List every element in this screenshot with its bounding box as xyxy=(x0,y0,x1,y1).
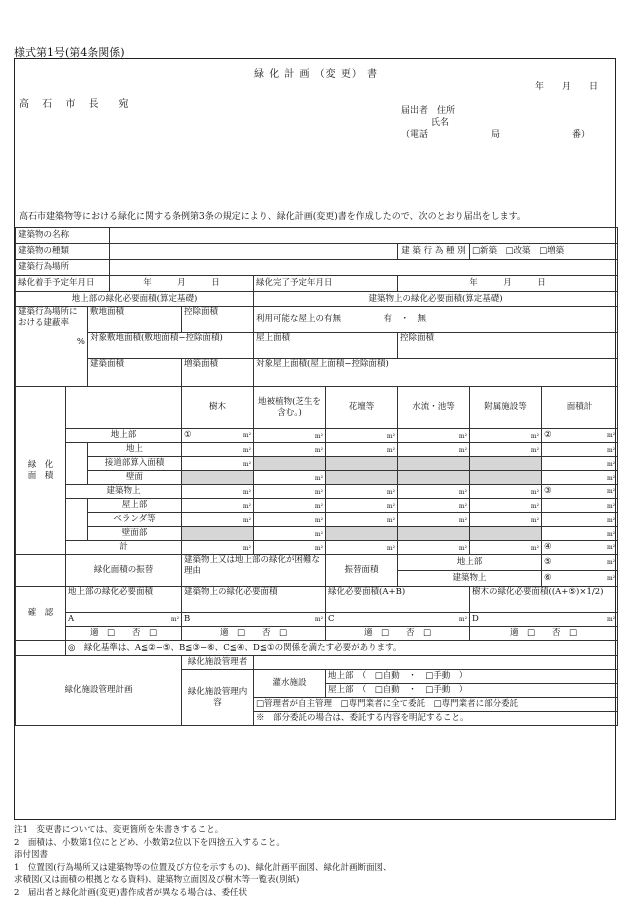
cell[interactable]: m² xyxy=(542,527,618,541)
cell[interactable]: m² xyxy=(182,457,254,471)
roof-area-header: 建築物上の緑化必要面積(算定基礎) xyxy=(254,292,618,307)
unit: m² xyxy=(606,616,616,623)
confirm-a-check[interactable]: 適 □ 否 □ xyxy=(66,627,182,641)
cell[interactable]: m² xyxy=(470,513,542,527)
roof-avail-label: 利用可能な屋上の有無 xyxy=(256,314,342,324)
building-name-field[interactable] xyxy=(110,228,618,244)
cell[interactable]: m² xyxy=(254,499,326,513)
form-title: 緑 化 計 画 （変 更） 書 xyxy=(253,69,379,80)
roof-deduct-label: 控除面積 xyxy=(400,333,435,343)
applicant-block xyxy=(401,105,590,141)
indent xyxy=(66,499,88,541)
cell[interactable]: m² xyxy=(182,443,254,457)
roof-avail-cell[interactable] xyxy=(254,307,618,333)
cell-building-sum[interactable] xyxy=(542,485,618,499)
col-trees: 樹木 xyxy=(182,387,254,429)
row-building-total: 建築物上 xyxy=(66,485,182,499)
coverage-label: 建築行為場所における建蔽率 xyxy=(18,307,78,328)
cell[interactable]: m² xyxy=(398,429,470,443)
row-veranda: ベランダ等 xyxy=(88,513,182,527)
mgmt-irrigation-label: 灌水施設 xyxy=(254,670,326,698)
shaded-cell xyxy=(470,471,542,485)
ground-area-header: 地上部の緑化必要面積(算定基礎) xyxy=(16,292,254,307)
coverage-percent: % xyxy=(76,337,85,347)
add-area-label: 増築面積 xyxy=(184,359,219,369)
transfer-area-label: 振替面積 xyxy=(326,555,398,587)
form-table xyxy=(15,227,618,726)
transfer-ground-value[interactable] xyxy=(542,555,618,571)
cell[interactable]: m² xyxy=(182,485,254,499)
bldg-area-label: 建築面積 xyxy=(90,359,125,369)
shaded-cell xyxy=(254,457,326,471)
cell[interactable]: m² xyxy=(542,471,618,485)
cell[interactable]: m² xyxy=(254,471,326,485)
end-date-field[interactable]: 年 月 日 xyxy=(398,276,618,292)
col-facility: 附属施設等 xyxy=(470,387,542,429)
cell[interactable]: m² xyxy=(398,443,470,457)
green-area-side-label: 緑 化 面 積 xyxy=(16,387,66,555)
green-header-blank xyxy=(66,387,182,429)
cell[interactable]: m² xyxy=(326,485,398,499)
cell[interactable]: m² xyxy=(398,499,470,513)
cell[interactable]: m² xyxy=(470,429,542,443)
cell-ground-sum[interactable] xyxy=(542,429,618,443)
roof-area-cell[interactable] xyxy=(254,333,398,359)
row-sum: 計 xyxy=(66,541,182,555)
cell[interactable]: m² xyxy=(182,541,254,555)
add-area-cell[interactable] xyxy=(182,359,254,387)
shaded-cell xyxy=(470,457,542,471)
unit: m² xyxy=(606,488,616,495)
mark-1: ① xyxy=(184,430,192,440)
note-2: 2 面積は、小数第1位にとどめ、小数第2位以下を四捨五入すること。 xyxy=(14,837,285,848)
confirm-c-value[interactable] xyxy=(326,613,470,627)
addressee: 高 石 市 長 宛 xyxy=(19,99,134,110)
unit: m² xyxy=(458,616,467,623)
cell[interactable]: m² xyxy=(398,513,470,527)
cell[interactable]: m² xyxy=(182,513,254,527)
mgmt-content-label: 緑化施設管理内容 xyxy=(182,670,254,726)
confirm-label: 確 認 xyxy=(16,587,66,641)
transfer-roof-label: 建築物上 xyxy=(398,571,542,587)
cell[interactable]: m² xyxy=(398,485,470,499)
unit: m² xyxy=(606,544,616,551)
confirm-d-check[interactable]: 適 □ 否 □ xyxy=(470,627,618,641)
site-area-label: 敷地面積 xyxy=(90,307,125,317)
act-type-options[interactable]: □新築 □改築 □増築 xyxy=(470,244,618,260)
col-total: 面積計 xyxy=(542,387,618,429)
cell[interactable]: m² xyxy=(254,443,326,457)
mark-2: ② xyxy=(544,430,552,440)
cell[interactable]: m² xyxy=(254,485,326,499)
applicant-name-label: 氏名 xyxy=(431,118,450,128)
col-water: 水流・池等 xyxy=(398,387,470,429)
applicant-address-label: 届出者 住所 xyxy=(401,106,456,116)
site-area-cell[interactable] xyxy=(88,307,182,333)
roof-deduct-cell[interactable] xyxy=(398,333,618,359)
row-wall-part: 壁面部 xyxy=(88,527,182,541)
shaded-cell xyxy=(398,471,470,485)
confirm-b-value[interactable] xyxy=(182,613,326,627)
mark-3: ③ xyxy=(544,486,552,496)
cell[interactable]: m² xyxy=(254,429,326,443)
shaded-cell xyxy=(326,527,398,541)
cell[interactable]: m² xyxy=(254,527,326,541)
cell-ground-trees[interactable] xyxy=(182,429,254,443)
cell[interactable]: m² xyxy=(326,429,398,443)
target-site-label: 対象敷地面積(敷地面積−控除面積) xyxy=(90,333,223,343)
label-d: D xyxy=(472,614,479,624)
shaded-cell xyxy=(182,471,254,485)
cell[interactable]: m² xyxy=(326,499,398,513)
unit: m² xyxy=(606,559,616,566)
cell[interactable]: m² xyxy=(542,457,618,471)
mgmt-options[interactable]: □管理者が自主管理 □専門業者に全て委託 □専門業者に部分委託 xyxy=(254,698,618,712)
transfer-roof-value[interactable] xyxy=(542,571,618,587)
mgmt-manager-label: 緑化施設管理者 xyxy=(182,656,254,670)
end-date-label: 緑化完了予定年月日 xyxy=(254,276,398,292)
notes xyxy=(14,824,392,899)
mark-6: ⑥ xyxy=(544,573,552,583)
start-date-field[interactable]: 年 月 日 xyxy=(110,276,254,292)
transfer-reason[interactable]: 建築物上又は地上部の緑化が困難な理由 xyxy=(182,555,326,587)
cell[interactable]: m² xyxy=(326,443,398,457)
row-frontage: 接道部算入面積 xyxy=(88,457,182,471)
criteria-text: ◎ 緑化基準は、A≦②−⑤、B≦③−⑥、C≦④、D≦①の関係を満たす必要があります。 xyxy=(66,641,618,656)
note-attach-1: 1 位置図(行為場所又は建築物等の位置及び方位を示すもの)、緑化計画平面図、緑化計画断面図、 xyxy=(14,862,392,873)
cell[interactable]: m² xyxy=(326,541,398,555)
coverage-label-cell xyxy=(16,307,88,387)
cell[interactable]: m² xyxy=(470,443,542,457)
mgmt-ground-irrigation[interactable]: 地上部 （ □自動 ・ □手動 ） xyxy=(326,670,618,684)
col-flowerbed: 花壇等 xyxy=(326,387,398,429)
mgmt-note: ※ 部分委託の場合は、委託する内容を明記すること。 xyxy=(254,712,618,726)
indent xyxy=(66,443,88,485)
cell[interactable]: m² xyxy=(470,541,542,555)
confirm-a-head: 地上部の緑化必要面積 xyxy=(66,587,182,613)
transfer-ground-label: 地上部 xyxy=(398,555,542,571)
mgmt-label: 緑化施設管理計画 xyxy=(16,656,182,726)
label-b: B xyxy=(184,614,191,624)
start-date-label: 緑化着手予定年月日 xyxy=(16,276,110,292)
confirm-c-check[interactable]: 適 □ 否 □ xyxy=(326,627,470,641)
bldg-area-cell[interactable] xyxy=(88,359,182,387)
cell[interactable]: m² xyxy=(542,443,618,457)
row-rooftop: 屋上部 xyxy=(88,499,182,513)
confirm-d-value[interactable] xyxy=(470,613,618,627)
unit: m² xyxy=(606,575,616,582)
unit: m² xyxy=(314,616,323,623)
cell[interactable]: m² xyxy=(542,513,618,527)
cell[interactable]: m² xyxy=(398,541,470,555)
intro-text: 高石市建築物等における緑化に関する条例第3条の規定により、緑化計画(変更)書を作成したので、次のとおり届出をします。 xyxy=(19,212,526,222)
deduct-area-cell[interactable] xyxy=(182,307,254,333)
confirm-c-head: 緑化必要面積(A+B) xyxy=(326,587,470,613)
label-c: C xyxy=(328,614,335,624)
form-sheet xyxy=(14,58,616,820)
note-attachments: 添付図書 xyxy=(14,850,49,860)
transfer-side-blank xyxy=(16,555,66,587)
transfer-label: 緑化面積の振替 xyxy=(66,555,182,587)
act-place-field[interactable] xyxy=(110,260,618,276)
act-place-label: 建築行為場所 xyxy=(16,260,110,276)
row-ground: 地上 xyxy=(88,443,182,457)
unit: m² xyxy=(606,432,616,439)
shaded-cell xyxy=(470,527,542,541)
mgmt-roof-irrigation[interactable]: 屋上部 （ □自動 ・ □手動 ） xyxy=(326,684,618,698)
cell[interactable]: m² xyxy=(326,513,398,527)
building-name-label: 建築物の名称 xyxy=(16,228,110,244)
shaded-cell xyxy=(398,527,470,541)
note-attach-2: 2 届出者と緑化計画(変更)書作成者が異なる場合は、委任状 xyxy=(14,887,248,898)
mgmt-manager-field[interactable] xyxy=(254,656,618,670)
target-roof-cell[interactable] xyxy=(254,359,618,387)
confirm-d-head: 樹木の緑化必要面積((A+⑤)×1/2) xyxy=(470,587,618,613)
roof-yesno[interactable]: 有 ・ 無 xyxy=(383,314,427,324)
shaded-cell xyxy=(182,527,254,541)
col-groundcover: 地被植物(芝生を含む。) xyxy=(254,387,326,429)
cell[interactable]: m² xyxy=(542,499,618,513)
unit: m² xyxy=(170,616,179,623)
roof-area-label: 屋上面積 xyxy=(256,333,291,343)
shaded-cell xyxy=(398,457,470,471)
mark-5: ⑤ xyxy=(544,557,552,567)
building-type-label: 建築物の種類 xyxy=(16,244,110,260)
unit: m² xyxy=(242,432,251,439)
confirm-a-value[interactable] xyxy=(66,613,182,627)
row-ground-total: 地上部 xyxy=(66,429,182,443)
shaded-cell xyxy=(326,457,398,471)
shaded-cell xyxy=(326,471,398,485)
target-site-cell[interactable] xyxy=(88,333,254,359)
applicant-phone: （電話 局 番） xyxy=(401,130,591,140)
cell[interactable]: m² xyxy=(254,541,326,555)
row-wall: 壁面 xyxy=(88,471,182,485)
cell-grand-sum[interactable] xyxy=(542,541,618,555)
building-type-field[interactable] xyxy=(110,244,398,260)
criteria-side-blank xyxy=(16,641,66,656)
cell[interactable]: m² xyxy=(470,499,542,513)
form-number: 様式第1号(第4条関係) xyxy=(14,46,125,59)
cell[interactable]: m² xyxy=(182,499,254,513)
mark-4: ④ xyxy=(544,542,552,552)
cell[interactable]: m² xyxy=(254,513,326,527)
note-attach-1b: 求積図(又は面積の根拠となる資料)、建築物立面図及び樹木等一覧表(別紙) xyxy=(14,875,300,885)
submission-date[interactable]: 年 月 日 xyxy=(535,82,599,92)
act-type-label: 建 築 行 為 種 別 xyxy=(398,244,470,260)
confirm-b-head: 建築物上の緑化必要面積 xyxy=(182,587,326,613)
label-a: A xyxy=(68,614,75,624)
note-1: 注1 変更書については、変更箇所を朱書きすること。 xyxy=(14,825,224,835)
cell[interactable]: m² xyxy=(470,485,542,499)
deduct-area-label: 控除面積 xyxy=(184,307,219,317)
confirm-b-check[interactable]: 適 □ 否 □ xyxy=(182,627,326,641)
target-roof-label: 対象屋上面積(屋上面積−控除面積) xyxy=(256,359,389,369)
